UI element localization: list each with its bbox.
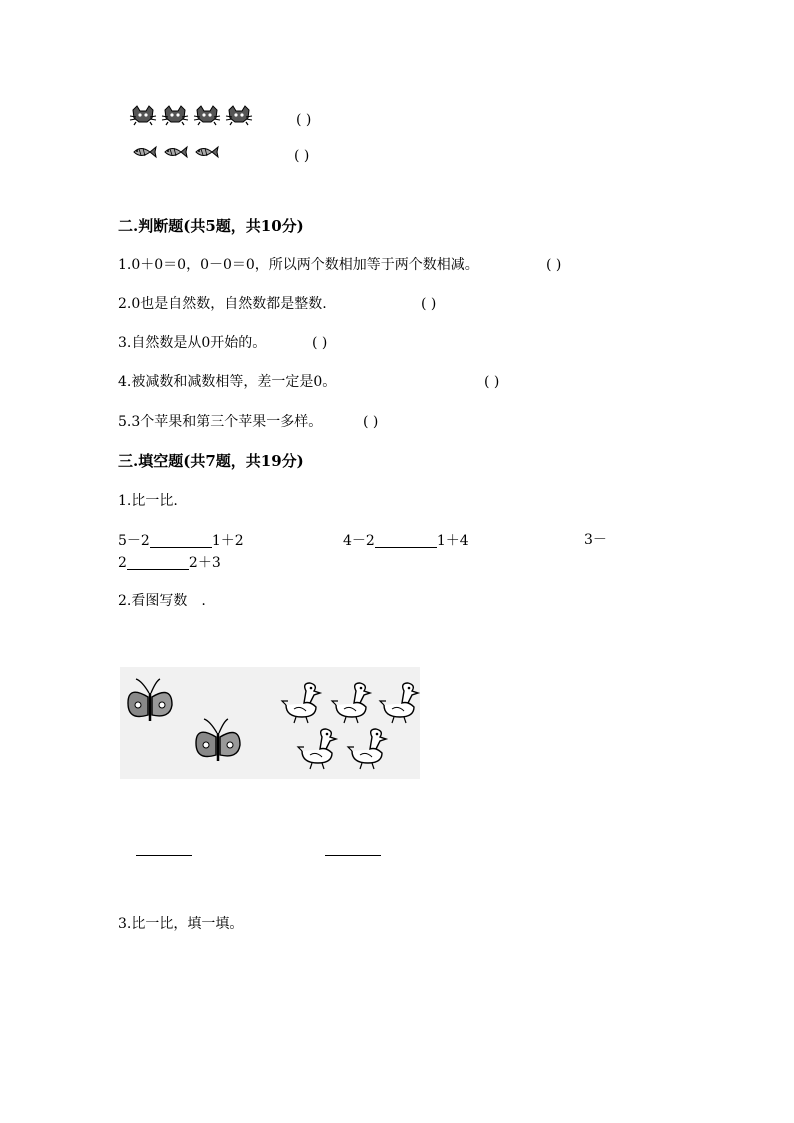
compare-blank-2[interactable] xyxy=(375,533,437,548)
compare-expr-3-wrap-left: 2 xyxy=(118,554,127,571)
compare-blank-1[interactable] xyxy=(150,533,212,548)
judge-item-2-paren[interactable]: ( ) xyxy=(421,296,437,312)
judge-item-1-paren[interactable]: ( ) xyxy=(546,257,562,273)
judge-item-5 xyxy=(118,415,322,429)
cat-answer-paren[interactable]: ( ) xyxy=(296,112,312,128)
fill-q1-label: 1.比一比. xyxy=(118,493,178,509)
butterfly-duck-picture xyxy=(120,667,420,779)
judge-item-1-text: 1.0＋0＝0，0－0＝0，所以两个数相加等于两个数相减。 xyxy=(118,257,479,273)
compare-expr-2-left: 4－2 xyxy=(343,532,375,549)
judge-item-3 xyxy=(118,336,266,350)
fish-icon xyxy=(196,147,218,157)
compare-expr-1 xyxy=(118,533,244,548)
cat-icon xyxy=(194,106,220,125)
section3-heading: 三.填空题(共7题，共19分) xyxy=(118,452,304,470)
judge-item-3-paren[interactable]: ( ) xyxy=(312,335,328,351)
picture-box xyxy=(120,667,420,779)
compare-expr-2-right: 1＋4 xyxy=(436,532,469,549)
cat-icon xyxy=(162,106,188,125)
duck-icon xyxy=(380,683,418,723)
section2-heading: 二.判断题(共5题，共10分) xyxy=(118,217,304,235)
butterfly-icon xyxy=(128,679,172,721)
cat-icon xyxy=(130,106,156,125)
fish-row xyxy=(132,142,232,162)
fish-answer-paren[interactable]: ( ) xyxy=(294,148,310,164)
cat-group xyxy=(130,104,260,126)
butterfly-answer-line[interactable] xyxy=(136,855,192,856)
compare-expr-2 xyxy=(343,533,469,548)
cat-row xyxy=(130,104,260,126)
compare-expr-1-left: 5－2 xyxy=(118,532,150,549)
duck-icon xyxy=(282,683,320,723)
judge-item-2-text: 2.0也是自然数，自然数都是整数. xyxy=(118,296,327,312)
judge-item-4-text: 4.被减数和减数相等，差一定是0。 xyxy=(118,374,337,390)
duck-icon xyxy=(298,729,336,769)
judge-item-5-text: 5.3个苹果和第三个苹果一多样。 xyxy=(118,414,323,430)
duck-icon xyxy=(332,683,370,723)
compare-expr-1-right: 1＋2 xyxy=(211,532,244,549)
butterfly-icon xyxy=(196,719,240,761)
compare-expr-3-left: 3－ xyxy=(584,532,607,548)
judge-item-4 xyxy=(118,375,336,389)
judge-item-5-paren[interactable]: ( ) xyxy=(363,414,379,430)
judge-item-1 xyxy=(118,258,479,272)
duck-icon xyxy=(348,729,386,769)
judge-item-4-paren[interactable]: ( ) xyxy=(484,374,500,390)
judge-item-2 xyxy=(118,297,327,311)
cat-icon xyxy=(226,106,252,125)
fish-icon xyxy=(134,147,156,157)
fish-icon xyxy=(165,147,187,157)
fill-q3-label: 3.比一比，填一填。 xyxy=(118,916,244,932)
compare-expr-3-wrap xyxy=(118,555,221,570)
judge-item-3-text: 3.自然数是从0开始的。 xyxy=(118,335,267,351)
duck-answer-line[interactable] xyxy=(325,855,381,856)
compare-blank-3[interactable] xyxy=(127,555,189,570)
compare-expr-3-wrap-right: 2＋3 xyxy=(188,554,221,571)
fill-q2-label: 2.看图写数 . xyxy=(118,593,206,609)
fish-group xyxy=(132,142,232,162)
